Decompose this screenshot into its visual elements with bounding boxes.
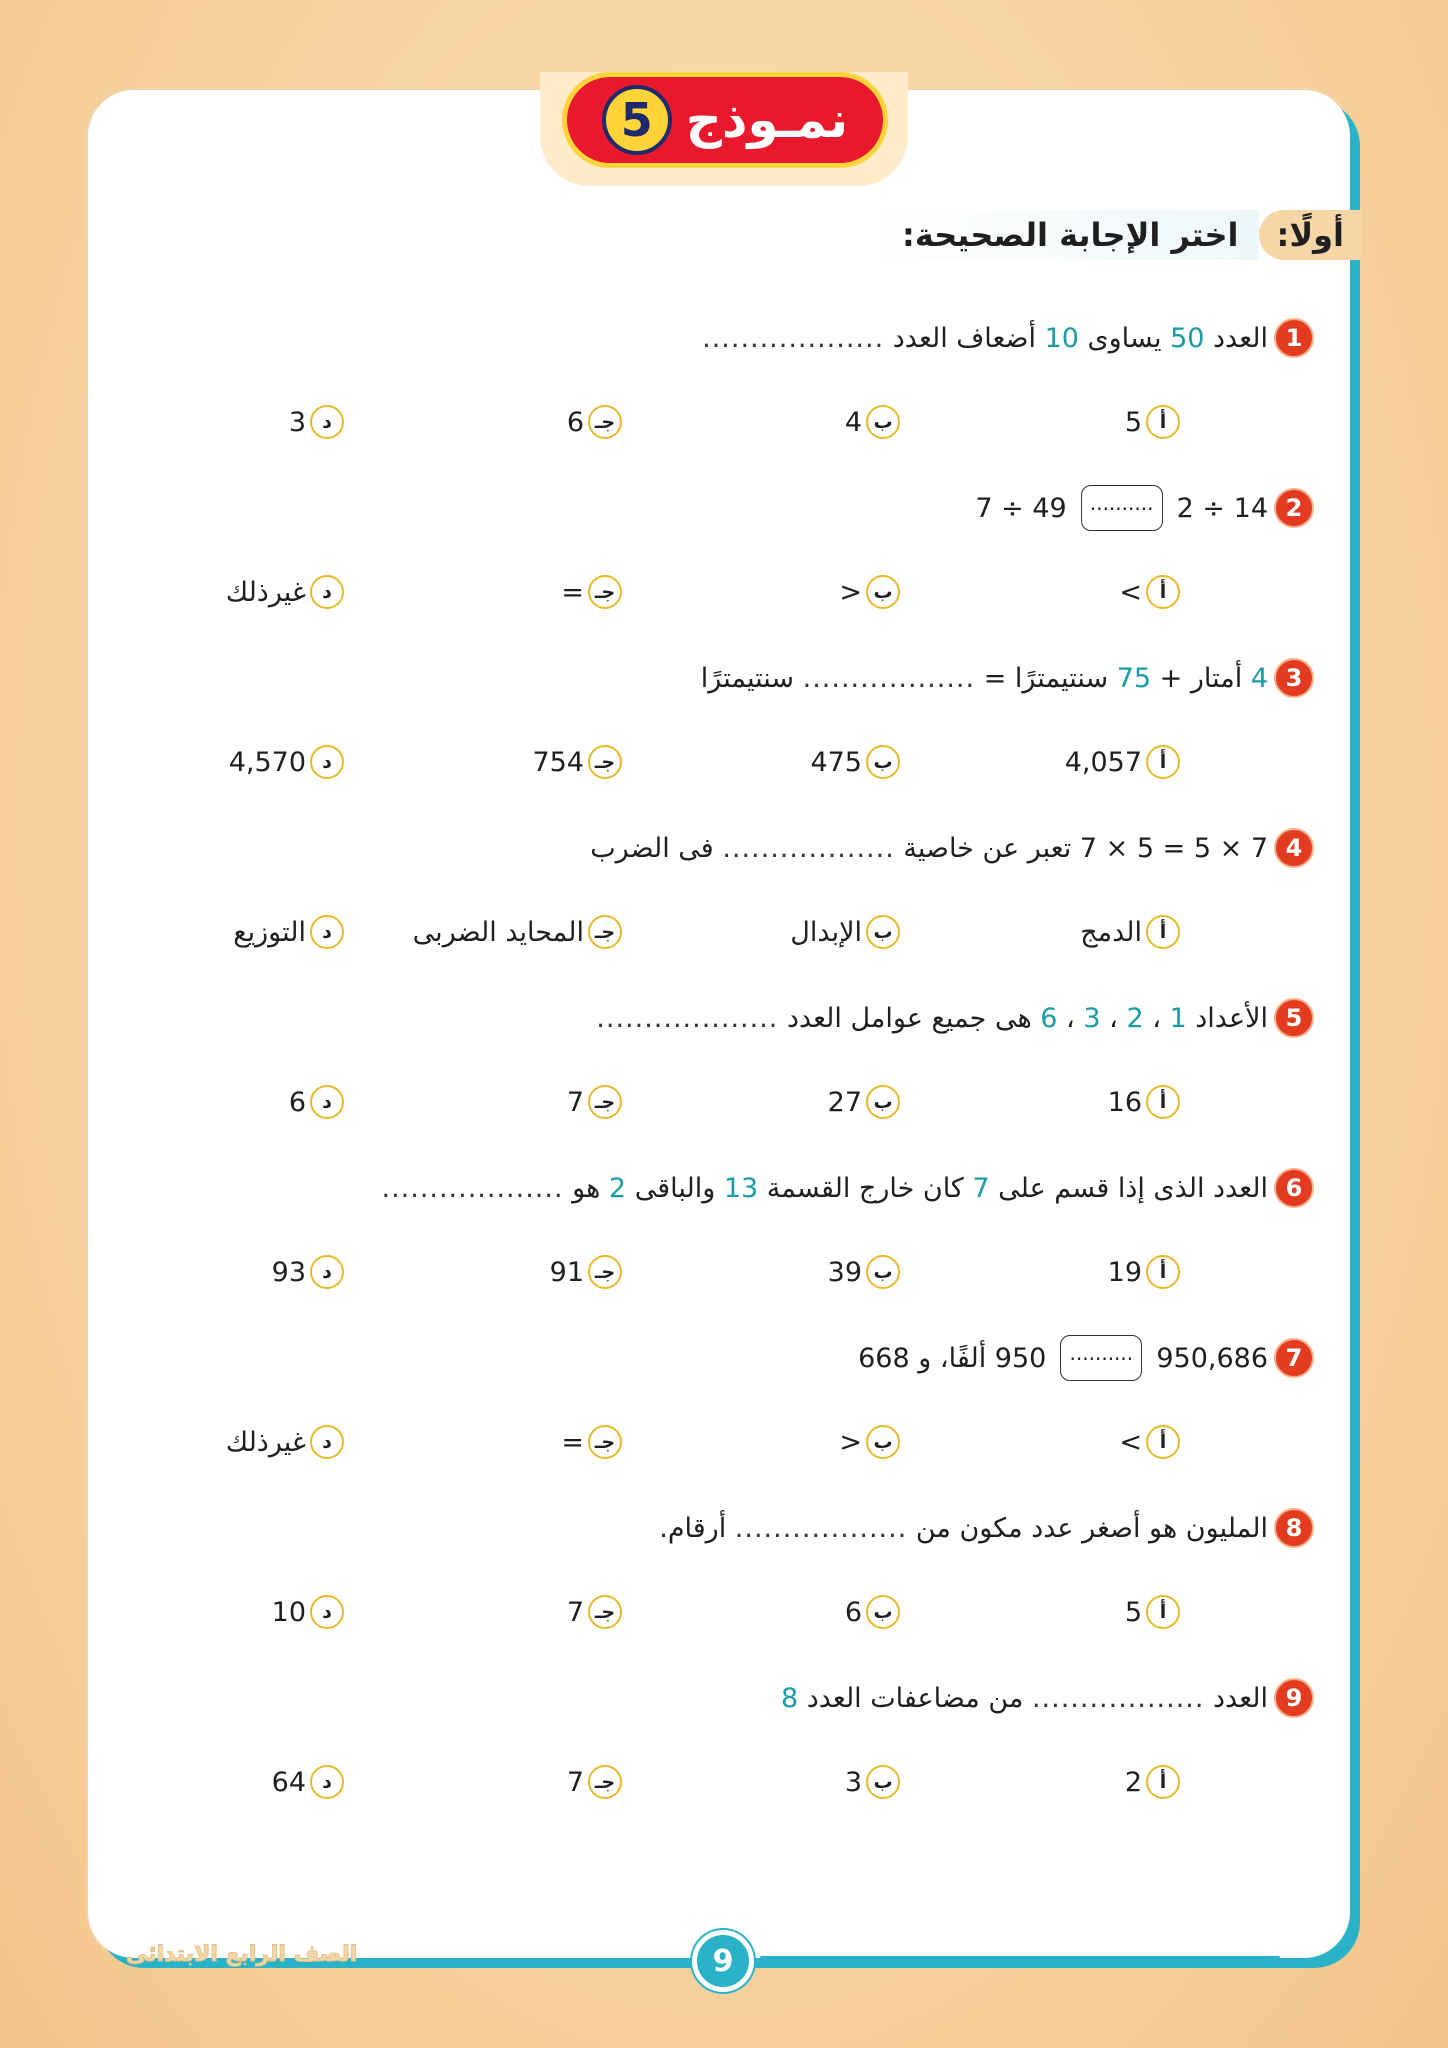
question-3 — [701, 656, 1314, 700]
option-letter-circle: جـ — [588, 1765, 622, 1799]
question-number-badge: 8 — [1274, 1508, 1314, 1548]
option-letter-circle: ب — [866, 405, 900, 439]
option-letter-circle: ب — [866, 745, 900, 779]
section-heading — [862, 210, 1362, 260]
answer-blank: .................. — [734, 1512, 908, 1544]
question-text: 49 ÷ 7 — [975, 492, 1067, 524]
option-value: غيرذلك — [225, 1426, 306, 1458]
answer-option[interactable] — [1080, 910, 1180, 954]
question-text: 950 ألفًا، و 668 — [858, 1342, 1047, 1374]
highlighted-number: 4 — [1250, 662, 1268, 694]
answer-option[interactable] — [845, 400, 900, 444]
option-letter-circle: جـ — [588, 915, 622, 949]
answer-option[interactable] — [289, 400, 344, 444]
option-value: = — [561, 576, 584, 608]
highlighted-number: 2 — [1126, 1002, 1144, 1034]
answer-option[interactable] — [272, 1250, 344, 1294]
answer-option[interactable] — [1108, 1250, 1180, 1294]
highlighted-number: 75 — [1116, 662, 1152, 694]
option-letter-circle: د — [310, 405, 344, 439]
option-value: 16 — [1107, 1086, 1142, 1118]
answer-option[interactable] — [272, 1760, 344, 1804]
option-value: 6 — [566, 406, 584, 438]
answer-option[interactable] — [226, 570, 344, 614]
question-number-badge: 2 — [1274, 488, 1314, 528]
option-value: 19 — [1107, 1256, 1142, 1288]
option-letter-circle: أ — [1146, 1595, 1180, 1629]
answer-option[interactable] — [828, 1250, 900, 1294]
question-text: ، — [1143, 1002, 1170, 1034]
answer-option[interactable] — [1108, 1080, 1180, 1124]
answer-blank: .................. — [802, 662, 976, 694]
answer-option[interactable] — [550, 1250, 622, 1294]
grade-label: الصف الرابع الابتدائى — [126, 1942, 358, 1967]
question-text: من مضاعفات العدد — [798, 1682, 1032, 1714]
answer-option[interactable] — [1065, 740, 1180, 784]
option-letter-circle: د — [310, 915, 344, 949]
option-value: > — [1119, 576, 1142, 608]
option-value: 6 — [844, 1596, 862, 1628]
option-value: > — [1119, 1426, 1142, 1458]
answer-option[interactable] — [1125, 400, 1180, 444]
model-title-text: نمـوذج — [685, 91, 849, 149]
question-text: 14 ÷ 2 — [1176, 492, 1268, 524]
options-row — [0, 740, 1448, 784]
option-letter-circle: ب — [866, 1425, 900, 1459]
option-letter-circle: أ — [1146, 1085, 1180, 1119]
question-text: هى جميع عوامل العدد — [778, 1002, 1041, 1034]
question-text: أرقام. — [659, 1512, 735, 1544]
option-letter-circle: د — [310, 745, 344, 779]
option-letter-circle: أ — [1146, 915, 1180, 949]
option-letter-circle: د — [310, 1765, 344, 1799]
highlighted-number: 1 — [1169, 1002, 1187, 1034]
option-letter-circle: أ — [1146, 1425, 1180, 1459]
option-letter-circle: أ — [1146, 1255, 1180, 1289]
question-5 — [596, 996, 1314, 1040]
option-letter-circle: أ — [1146, 405, 1180, 439]
answer-option[interactable] — [567, 1760, 622, 1804]
option-letter-circle: جـ — [588, 1425, 622, 1459]
option-value: 3 — [844, 1766, 862, 1798]
comparison-blank-box: .......... — [1060, 1335, 1142, 1381]
highlighted-number: 2 — [608, 1172, 627, 1204]
option-value: 4,570 — [228, 746, 306, 778]
option-value: 2 — [1124, 1766, 1142, 1798]
option-value: 10 — [271, 1596, 306, 1628]
options-row — [0, 400, 1448, 444]
option-letter-circle: جـ — [588, 1255, 622, 1289]
question-6 — [381, 1166, 1314, 1210]
answer-option[interactable] — [1125, 1760, 1180, 1804]
option-value: 7 — [566, 1086, 584, 1118]
answer-option[interactable] — [233, 910, 344, 954]
question-9 — [781, 1676, 1314, 1720]
option-letter-circle: جـ — [588, 1595, 622, 1629]
option-value: 93 — [271, 1256, 306, 1288]
highlighted-number: 8 — [780, 1682, 799, 1714]
options-row — [0, 570, 1448, 614]
answer-option[interactable] — [532, 740, 622, 784]
option-value: غيرذلك — [225, 576, 306, 608]
highlighted-number: 13 — [723, 1172, 759, 1204]
model-number-badge: 5 — [602, 85, 672, 155]
options-row — [0, 1250, 1448, 1294]
question-number-badge: 1 — [1274, 318, 1314, 358]
option-value: 7 — [566, 1766, 584, 1798]
options-row — [0, 1760, 1448, 1804]
highlighted-number: 50 — [1170, 322, 1205, 354]
section-label: أولًا: — [1259, 210, 1362, 260]
answer-option[interactable] — [226, 1420, 344, 1464]
option-value: المحايد الضربى — [412, 916, 584, 948]
option-value: 4,057 — [1064, 746, 1142, 778]
question-8 — [659, 1506, 1314, 1550]
option-letter-circle: ب — [866, 1255, 900, 1289]
option-letter-circle: د — [310, 1595, 344, 1629]
answer-option[interactable] — [845, 1590, 900, 1634]
answer-blank: .................. — [722, 832, 895, 864]
answer-option[interactable] — [567, 1080, 622, 1124]
option-letter-circle: ب — [866, 915, 900, 949]
answer-option[interactable] — [839, 1420, 900, 1464]
option-value: 7 — [566, 1596, 584, 1628]
option-letter-circle: ب — [866, 1765, 900, 1799]
answer-blank: ................... — [596, 1002, 779, 1034]
comparison-blank-box: .......... — [1081, 485, 1163, 531]
option-value: التوزيع — [233, 916, 306, 948]
option-letter-circle: د — [310, 1085, 344, 1119]
question-text: هو — [563, 1172, 609, 1204]
question-number-badge: 3 — [1274, 658, 1314, 698]
highlighted-number: 10 — [1044, 322, 1079, 354]
question-number-badge: 4 — [1274, 828, 1314, 868]
options-row — [0, 1080, 1448, 1124]
answer-option[interactable] — [810, 740, 900, 784]
answer-blank: ................... — [381, 1172, 564, 1204]
page-number: 9 — [692, 1930, 754, 1992]
question-text: 950,686 — [1156, 1342, 1268, 1374]
option-value: 91 — [549, 1256, 584, 1288]
question-number-badge: 7 — [1274, 1338, 1314, 1378]
question-7 — [858, 1336, 1314, 1380]
answer-option[interactable] — [839, 570, 900, 614]
answer-option[interactable] — [289, 1080, 344, 1124]
question-4 — [590, 826, 1314, 870]
answer-option[interactable] — [229, 740, 344, 784]
option-letter-circle: جـ — [588, 405, 622, 439]
answer-option[interactable] — [272, 1590, 344, 1634]
options-row — [0, 910, 1448, 954]
answer-option[interactable] — [561, 570, 622, 614]
answer-option[interactable] — [828, 1080, 900, 1124]
option-value: 4 — [844, 406, 862, 438]
model-title — [562, 72, 888, 168]
question-text: يساوى — [1078, 322, 1171, 354]
question-number-badge: 5 — [1274, 998, 1314, 1038]
option-letter-circle: أ — [1146, 745, 1180, 779]
question-text: سنتيمترًا = — [975, 662, 1117, 694]
answer-option[interactable] — [567, 400, 622, 444]
question-text: العدد الذى إذا قسم على — [989, 1172, 1268, 1204]
option-value: 27 — [827, 1086, 862, 1118]
question-text: ، — [1057, 1002, 1084, 1034]
question-text: كان خارج القسمة — [758, 1172, 973, 1204]
option-value: 6 — [288, 1086, 306, 1118]
option-value: 754 — [532, 746, 584, 778]
option-letter-circle: ب — [866, 575, 900, 609]
option-value: 475 — [810, 746, 862, 778]
highlighted-number: 3 — [1083, 1002, 1101, 1034]
option-value: = — [561, 1426, 584, 1458]
options-row — [0, 1420, 1448, 1464]
question-text: فى الضرب — [590, 832, 723, 864]
answer-option[interactable] — [1125, 1590, 1180, 1634]
option-value: 5 — [1124, 1596, 1142, 1628]
answer-option[interactable] — [413, 910, 622, 954]
question-2 — [975, 486, 1314, 530]
highlighted-number: 6 — [1040, 1002, 1058, 1034]
option-value: 64 — [271, 1766, 306, 1798]
option-letter-circle: ب — [866, 1085, 900, 1119]
question-text: سنتيمترًا — [700, 662, 803, 694]
answer-option[interactable] — [845, 1760, 900, 1804]
highlighted-number: 7 — [972, 1172, 990, 1204]
option-letter-circle: د — [310, 1425, 344, 1459]
option-value: 3 — [288, 406, 306, 438]
option-value: الدمج — [1080, 916, 1142, 948]
option-letter-circle: جـ — [588, 575, 622, 609]
option-value: 5 — [1124, 406, 1142, 438]
footer-line — [760, 1956, 1280, 1960]
question-text: والباقى — [626, 1172, 724, 1204]
option-letter-circle: أ — [1146, 1765, 1180, 1799]
question-text: ، — [1100, 1002, 1127, 1034]
question-text: أمتار + — [1151, 662, 1251, 694]
option-letter-circle: جـ — [588, 745, 622, 779]
question-text: أضعاف العدد — [884, 322, 1045, 354]
answer-option[interactable] — [790, 910, 900, 954]
answer-blank: ................... — [702, 322, 885, 354]
section-instruction: اختر الإجابة الصحيحة: — [862, 210, 1258, 260]
answer-option[interactable] — [561, 1420, 622, 1464]
question-1 — [702, 316, 1314, 360]
question-number-badge: 6 — [1274, 1168, 1314, 1208]
option-value: 39 — [827, 1256, 862, 1288]
question-text: الأعداد — [1186, 1002, 1268, 1034]
answer-option[interactable] — [1119, 1420, 1180, 1464]
question-text: المليون هو أصغر عدد مكون من — [907, 1512, 1268, 1544]
option-value: الإبدال — [790, 916, 862, 948]
options-row — [0, 1590, 1448, 1634]
option-letter-circle: د — [310, 1255, 344, 1289]
option-letter-circle: ب — [866, 1595, 900, 1629]
option-letter-circle: أ — [1146, 575, 1180, 609]
option-letter-circle: جـ — [588, 1085, 622, 1119]
question-text: العدد — [1204, 322, 1268, 354]
question-text: 7 × 5 = 5 × 7 تعبر عن خاصية — [894, 832, 1268, 864]
option-letter-circle: د — [310, 575, 344, 609]
answer-option[interactable] — [567, 1590, 622, 1634]
question-number-badge: 9 — [1274, 1678, 1314, 1718]
option-value: < — [839, 576, 862, 608]
question-text: العدد — [1204, 1682, 1268, 1714]
answer-option[interactable] — [1119, 570, 1180, 614]
option-value: < — [839, 1426, 862, 1458]
answer-blank: .................. — [1031, 1682, 1205, 1714]
